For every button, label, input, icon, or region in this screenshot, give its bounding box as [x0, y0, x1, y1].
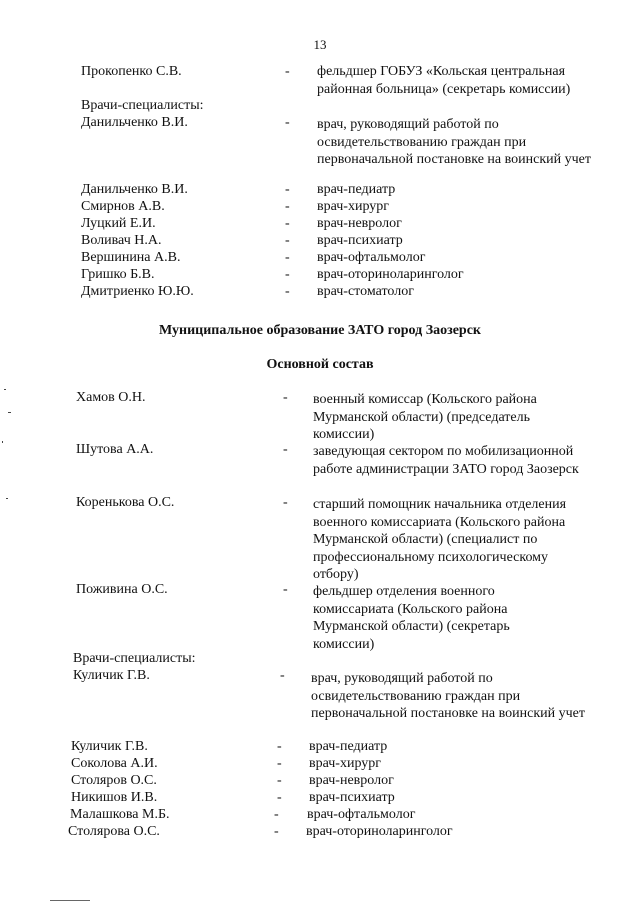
scan-speck [4, 389, 6, 390]
member-role: врач-хирург [309, 756, 382, 771]
member-name: Столярова О.С. [68, 824, 160, 839]
composition-heading: Основной состав [266, 357, 374, 372]
member-name: Куличик Г.В. [73, 668, 150, 683]
member-name: Луцкий Е.И. [81, 216, 156, 231]
scan-speck [6, 498, 8, 499]
dash-separator: - [285, 233, 290, 248]
scan-edge-line [50, 900, 90, 901]
specialists-label: Врачи-специалисты: [81, 98, 204, 113]
member-name: Воливач Н.А. [81, 233, 162, 248]
member-name: Шутова А.А. [76, 442, 154, 457]
scan-speck [2, 441, 3, 443]
dash-separator: - [285, 250, 290, 265]
member-role: врач-стоматолог [317, 284, 414, 299]
dash-separator: - [280, 668, 285, 683]
dash-separator: - [283, 442, 288, 457]
member-role: врач-невролог [317, 216, 402, 231]
member-name: Столяров О.С. [71, 773, 157, 788]
member-name: Дмитриенко Ю.Ю. [81, 284, 194, 299]
member-role: врач, руководящий работой по освидетельствованию граждан при первоначальной постановке на воинский учет [317, 117, 592, 168]
member-role: фельдшер ГОБУЗ «Кольская центральная районная больница» (секретарь комиссии) [317, 64, 571, 97]
member-name: Соколова А.И. [71, 756, 158, 771]
member-role: врач, руководящий работой по освидетельствованию граждан при первоначальной постановке на воинский учет [311, 671, 586, 722]
dash-separator: - [277, 790, 282, 805]
member-role: врач-хирург [317, 199, 390, 214]
dash-separator: - [285, 115, 290, 130]
member-name: Коренькова О.С. [76, 495, 175, 510]
municipality-heading: Муниципальное образование ЗАТО город Заозерск [159, 323, 481, 338]
dash-separator: - [283, 495, 288, 510]
member-name: Никишов И.В. [71, 790, 158, 805]
dash-separator: - [285, 267, 290, 282]
member-role: старший помощник начальника отделения военного комиссариата (Кольского района Мурманской области) (специалист по профессиональному психологическому отбору) [313, 497, 567, 583]
dash-separator: - [274, 807, 279, 822]
dash-separator: - [285, 284, 290, 299]
member-role: врач-офтальмолог [317, 250, 426, 265]
member-role: врач-оториноларинголог [306, 824, 453, 839]
dash-separator: - [277, 739, 282, 754]
member-name: Поживина О.С. [76, 582, 168, 597]
member-role: врач-педиатр [309, 739, 388, 754]
member-name: Смирнов А.В. [81, 199, 165, 214]
specialists-label: Врачи-специалисты: [73, 651, 196, 666]
member-name: Куличик Г.В. [71, 739, 148, 754]
scan-speck [8, 412, 11, 413]
member-name: Малашкова М.Б. [70, 807, 170, 822]
member-name: Прокопенко С.В. [81, 64, 182, 79]
member-role: фельдшер отделения военного комиссариата (Кольского района Мурманской области) (секретарь комиссии) [313, 584, 510, 652]
dash-separator: - [285, 64, 290, 79]
member-name: Данильченко В.И. [81, 115, 188, 130]
dash-separator: - [285, 216, 290, 231]
member-role: врач-психиатр [309, 790, 395, 805]
member-role: врач-оториноларинголог [317, 267, 464, 282]
dash-separator: - [277, 756, 282, 771]
member-name: Гришко Б.В. [81, 267, 155, 282]
member-role: врач-педиатр [317, 182, 396, 197]
dash-separator: - [283, 582, 288, 597]
member-name: Данильченко В.И. [81, 182, 188, 197]
member-name: Хамов О.Н. [76, 390, 146, 405]
page-number: 13 [313, 37, 327, 52]
dash-separator: - [283, 390, 288, 405]
member-role: заведующая сектором по мобилизационной работе администрации ЗАТО город Заозерск [313, 444, 579, 477]
member-role: врач-психиатр [317, 233, 403, 248]
dash-separator: - [285, 182, 290, 197]
dash-separator: - [277, 773, 282, 788]
dash-separator: - [285, 199, 290, 214]
member-role: военный комиссар (Кольского района Мурманской области) (председатель комиссии) [313, 392, 537, 443]
dash-separator: - [274, 824, 279, 839]
member-name: Вершинина А.В. [81, 250, 181, 265]
member-role: врач-офтальмолог [307, 807, 416, 822]
member-role: врач-невролог [309, 773, 394, 788]
